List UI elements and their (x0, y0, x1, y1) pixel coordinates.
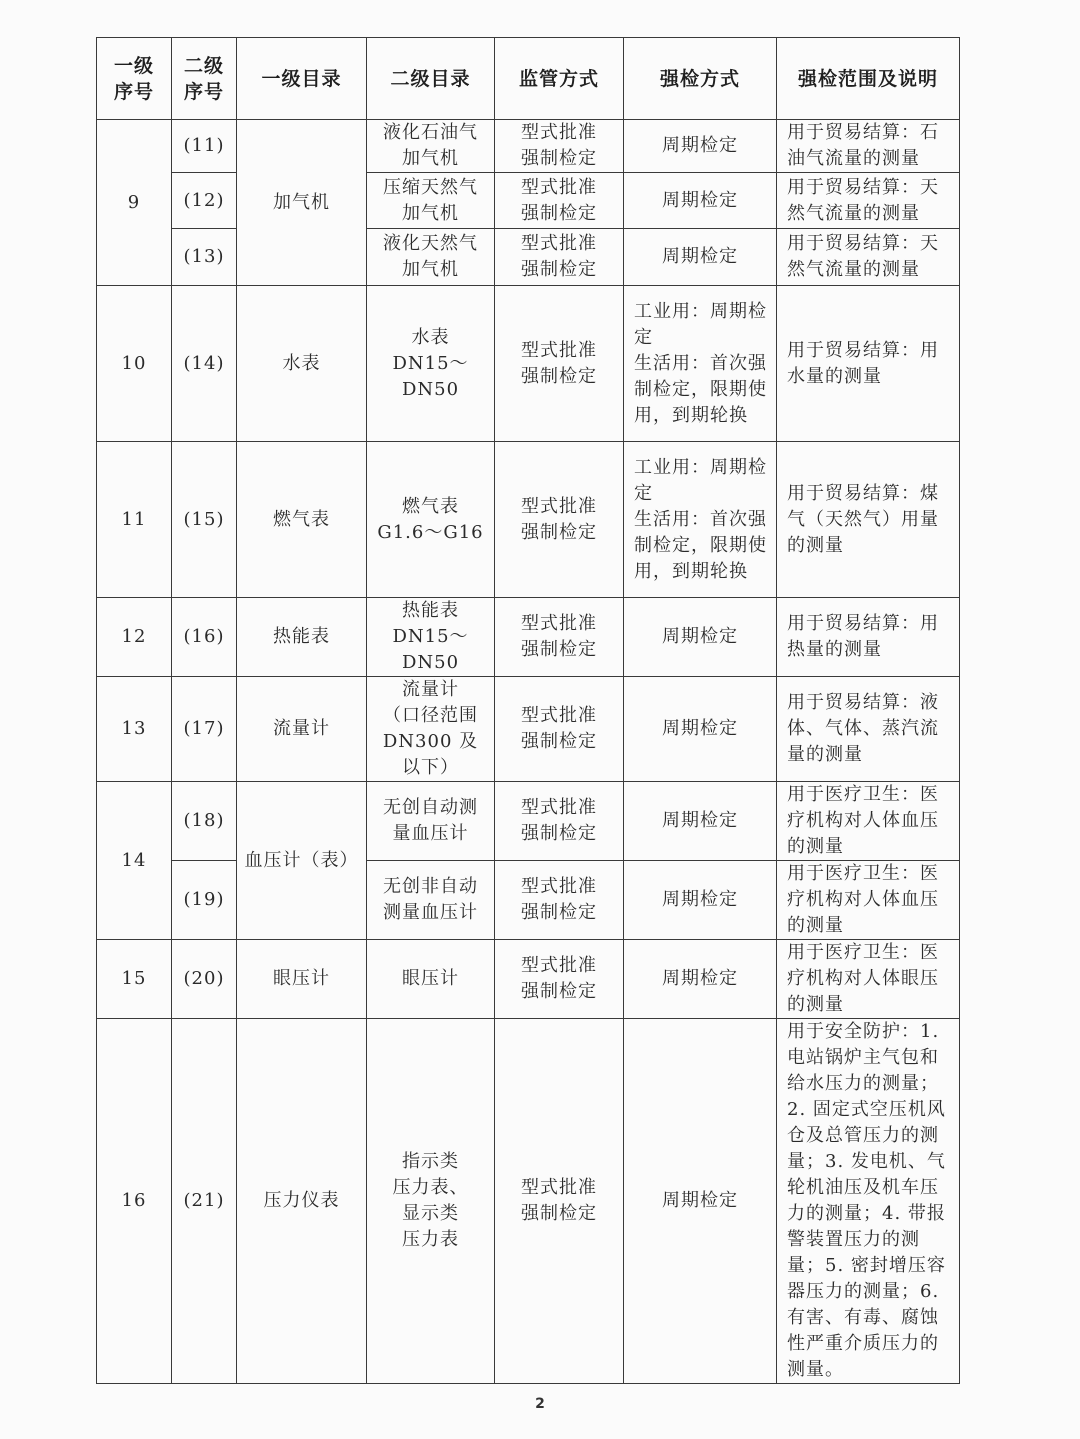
scope: 用于贸易结算：用水量的测量 (777, 286, 960, 442)
l2-cat: 眼压计 (367, 940, 495, 1019)
l2-cat: 无创自动测 量血压计 (367, 782, 495, 861)
header-l1-cat: 一级目录 (237, 38, 367, 120)
l2-seq: (20) (172, 940, 237, 1019)
header-l2-cat: 二级目录 (367, 38, 495, 120)
method: 周期检定 (624, 1019, 777, 1384)
l2-seq: (19) (172, 861, 237, 940)
scope: 用于贸易结算：煤气（天然气）用量的测量 (777, 442, 960, 598)
scope: 用于医疗卫生：医疗机构对人体血压的测量 (777, 861, 960, 940)
l2-seq: (17) (172, 677, 237, 782)
scope: 用于医疗卫生：医疗机构对人体眼压的测量 (777, 940, 960, 1019)
l2-cat: 流量计 （口径范围 DN300 及 以下） (367, 677, 495, 782)
supervision: 型式批准 强制检定 (495, 286, 624, 442)
l1-seq: 13 (97, 677, 172, 782)
table-row (97, 782, 960, 861)
header-l2-seq: 二级 序号 (172, 38, 237, 120)
method: 周期检定 (624, 173, 777, 229)
l2-cat: 液化石油气 加气机 (367, 120, 495, 173)
l2-seq: (18) (172, 782, 237, 861)
method: 周期检定 (624, 861, 777, 940)
supervision: 型式批准 强制检定 (495, 1019, 624, 1384)
l1-cat: 流量计 (237, 677, 367, 782)
scope: 用于贸易结算：用热量的测量 (777, 598, 960, 677)
supervision: 型式批准 强制检定 (495, 120, 624, 173)
method: 周期检定 (624, 598, 777, 677)
l2-seq: (11) (172, 120, 237, 173)
header-supervision: 监管方式 (495, 38, 624, 120)
method: 工业用：周期检定 生活用：首次强制检定，限期使用，到期轮换 (624, 442, 777, 598)
l1-seq: 9 (97, 120, 172, 286)
l1-seq: 14 (97, 782, 172, 940)
table-row (97, 229, 960, 286)
l2-seq: (13) (172, 229, 237, 286)
l2-cat: 压缩天然气 加气机 (367, 173, 495, 229)
supervision: 型式批准 强制检定 (495, 598, 624, 677)
method: 周期检定 (624, 677, 777, 782)
l2-cat: 燃气表 G1.6～G16 (367, 442, 495, 598)
l2-seq: (16) (172, 598, 237, 677)
supervision: 型式批准 强制检定 (495, 229, 624, 286)
l1-seq: 10 (97, 286, 172, 442)
l1-cat: 燃气表 (237, 442, 367, 598)
l2-cat: 无创非自动 测量血压计 (367, 861, 495, 940)
l1-cat: 水表 (237, 286, 367, 442)
table-row (97, 173, 960, 229)
table-row (97, 442, 960, 598)
l2-cat: 指示类 压力表、 显示类 压力表 (367, 1019, 495, 1384)
method: 工业用：周期检定 生活用：首次强制检定，限期使用，到期轮换 (624, 286, 777, 442)
table-row (97, 286, 960, 442)
supervision: 型式批准 强制检定 (495, 782, 624, 861)
l2-cat: 热能表 DN15～DN50 (367, 598, 495, 677)
method: 周期检定 (624, 120, 777, 173)
table-row (97, 1019, 960, 1384)
l1-seq: 12 (97, 598, 172, 677)
scope: 用于贸易结算：天然气流量的测量 (777, 173, 960, 229)
scope: 用于医疗卫生：医疗机构对人体血压的测量 (777, 782, 960, 861)
table-row (97, 677, 960, 782)
l1-cat: 眼压计 (237, 940, 367, 1019)
supervision: 型式批准 强制检定 (495, 677, 624, 782)
page-number: 2 (535, 1396, 545, 1412)
l1-seq: 15 (97, 940, 172, 1019)
l1-cat: 压力仪表 (237, 1019, 367, 1384)
l2-cat: 液化天然气 加气机 (367, 229, 495, 286)
header-method: 强检方式 (624, 38, 777, 120)
header-scope: 强检范围及说明 (777, 38, 960, 120)
table-row (97, 861, 960, 940)
method: 周期检定 (624, 940, 777, 1019)
l1-seq: 16 (97, 1019, 172, 1384)
l1-cat: 加气机 (237, 120, 367, 286)
scope: 用于安全防护：1. 电站锅炉主气包和给水压力的测量；2. 固定式空压机风仓及总管压力的测量；3. 发电机、气轮机油压及机车压力的测量；4. 带报警装置压力的测量；5. 密封增压容器压力的测量；6. 有害、有毒、腐蚀性严重介质压力的测量。 (777, 1019, 960, 1384)
l2-cat: 水表 DN15～DN50 (367, 286, 495, 442)
method: 周期检定 (624, 229, 777, 286)
l2-seq: (12) (172, 173, 237, 229)
l1-cat: 血压计（表） (237, 782, 367, 940)
l1-seq: 11 (97, 442, 172, 598)
scope: 用于贸易结算：天然气流量的测量 (777, 229, 960, 286)
standards-table (96, 37, 960, 1384)
scope: 用于贸易结算：石油气流量的测量 (777, 120, 960, 173)
table-row (97, 940, 960, 1019)
supervision: 型式批准 强制检定 (495, 442, 624, 598)
header-l1-seq: 一级 序号 (97, 38, 172, 120)
supervision: 型式批准 强制检定 (495, 861, 624, 940)
table-row (97, 120, 960, 173)
method: 周期检定 (624, 782, 777, 861)
l2-seq: (14) (172, 286, 237, 442)
l2-seq: (15) (172, 442, 237, 598)
header-row (97, 38, 960, 120)
l1-cat: 热能表 (237, 598, 367, 677)
supervision: 型式批准 强制检定 (495, 940, 624, 1019)
scope: 用于贸易结算：液体、气体、蒸汽流量的测量 (777, 677, 960, 782)
l2-seq: (21) (172, 1019, 237, 1384)
supervision: 型式批准 强制检定 (495, 173, 624, 229)
table-row (97, 598, 960, 677)
